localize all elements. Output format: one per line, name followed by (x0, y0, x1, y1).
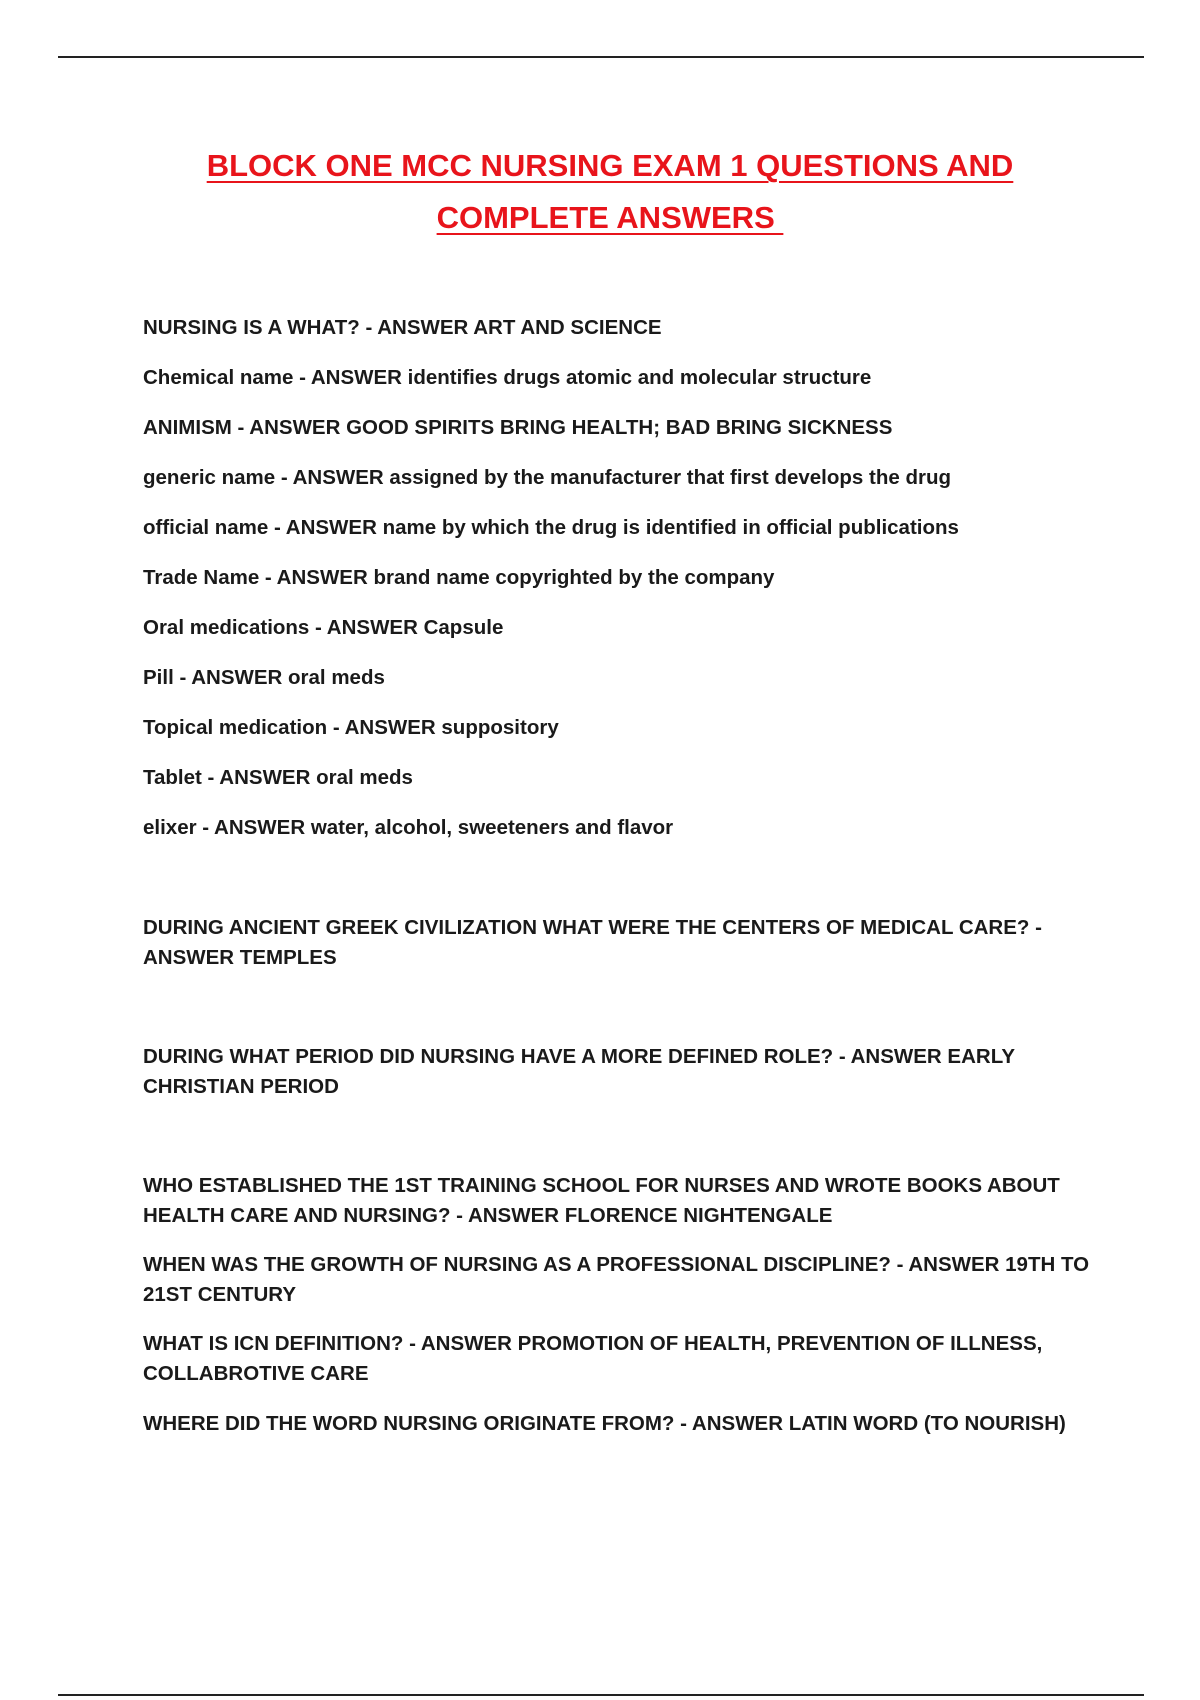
qa-item: WHO ESTABLISHED THE 1ST TRAINING SCHOOL FOR NURSES AND WROTE BOOKS ABOUT HEALTH CARE AND NURSING? - ANSWER FLORENCE NIGHTENGALE (143, 1174, 1060, 1227)
qa-item: DURING ANCIENT GREEK CIVILIZATION WHAT WERE THE CENTERS OF MEDICAL CARE? - ANSWER TEMPLES (143, 916, 1042, 969)
qa-item: NURSING IS A WHAT? - ANSWER ART AND SCIENCE (143, 316, 662, 339)
qa-item: elixer - ANSWER water, alcohol, sweeteners and flavor (143, 816, 674, 839)
footer-rule (58, 1694, 1144, 1696)
qa-item: DURING WHAT PERIOD DID NURSING HAVE A MORE DEFINED ROLE? - ANSWER EARLY CHRISTIAN PERIOD (143, 1045, 1015, 1098)
qa-item: Chemical name - ANSWER identifies drugs atomic and molecular structure (143, 366, 872, 389)
qa-item: Topical medication - ANSWER suppository (143, 716, 559, 739)
qa-item: WHEN WAS THE GROWTH OF NURSING AS A PROFESSIONAL DISCIPLINE? - ANSWER 19TH TO 21ST CENTURY (143, 1253, 1090, 1306)
header-rule (58, 56, 1144, 58)
qa-item: Trade Name - ANSWER brand name copyrighted by the company (143, 566, 775, 589)
qa-item: WHAT IS ICN DEFINITION? - ANSWER PROMOTION OF HEALTH, PREVENTION OF ILLNESS, COLLABROTIVE CARE (143, 1332, 1043, 1385)
qa-item: WHERE DID THE WORD NURSING ORIGINATE FROM? - ANSWER LATIN WORD (TO NOURISH) (143, 1412, 1066, 1435)
title-line-2: COMPLETE ANSWERS (436, 200, 784, 235)
title-line-1: BLOCK ONE MCC NURSING EXAM 1 QUESTIONS AND (206, 148, 1014, 183)
qa-item: ANIMISM - ANSWER GOOD SPIRITS BRING HEALTH; BAD BRING SICKNESS (143, 416, 893, 439)
document-title (130, 140, 1090, 244)
qa-item: Pill - ANSWER oral meds (143, 666, 385, 689)
qa-list (143, 313, 1103, 1439)
qa-item: generic name - ANSWER assigned by the manufacturer that first develops the drug (143, 466, 952, 489)
qa-item: Tablet - ANSWER oral meds (143, 766, 413, 789)
qa-item: official name - ANSWER name by which the drug is identified in official publications (143, 516, 959, 539)
qa-item: Oral medications - ANSWER Capsule (143, 616, 504, 639)
